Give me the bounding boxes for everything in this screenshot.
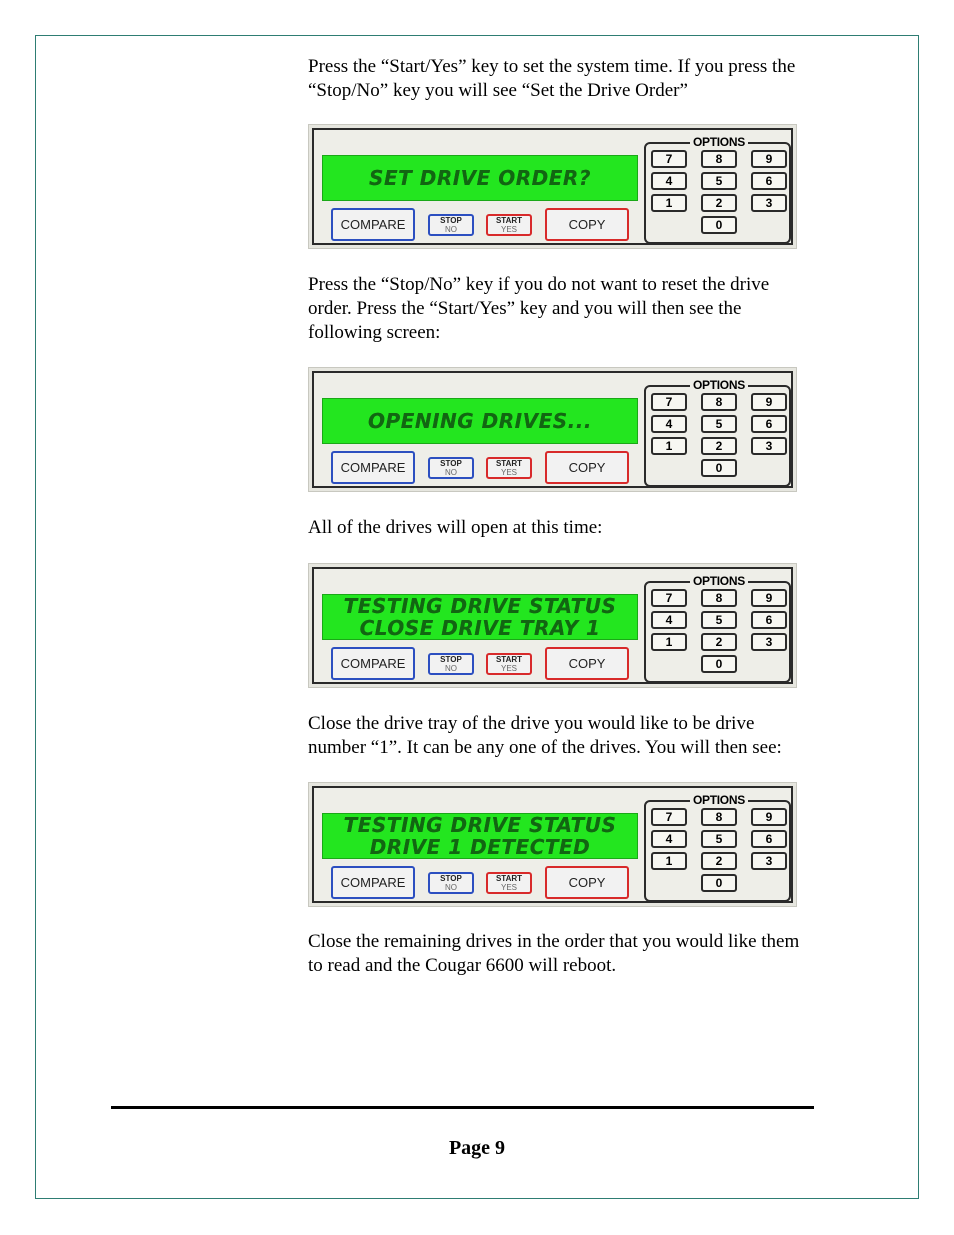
compare-label: COMPARE <box>340 217 406 232</box>
lcd-display <box>322 155 638 201</box>
key-7[interactable]: 7 <box>651 150 687 168</box>
start-label: START <box>495 655 523 664</box>
paragraph-reboot <box>308 930 838 978</box>
key-0[interactable]: 0 <box>701 216 737 234</box>
key-4[interactable]: 4 <box>651 415 687 433</box>
lcd-line: DRIVE 1 DETECTED <box>369 835 591 859</box>
copy-label: COPY <box>568 217 606 232</box>
copy-label: COPY <box>568 875 606 890</box>
text-line: “Stop/No” key you will see “Set the Drive Order” <box>308 80 688 101</box>
yes-label: YES <box>500 225 517 234</box>
start-yes-button[interactable] <box>486 457 532 479</box>
key-3[interactable]: 3 <box>751 852 787 870</box>
lcd-line: SET DRIVE ORDER? <box>369 166 591 190</box>
key-2[interactable]: 2 <box>701 633 737 651</box>
no-label: NO <box>445 883 457 892</box>
stop-no-button[interactable] <box>428 457 474 479</box>
key-1[interactable]: 1 <box>651 633 687 651</box>
key-8[interactable]: 8 <box>701 589 737 607</box>
start-label: START <box>495 459 523 468</box>
lcd-display <box>322 594 638 640</box>
lcd-line: CLOSE DRIVE TRAY 1 <box>359 616 601 640</box>
key-2[interactable]: 2 <box>701 852 737 870</box>
key-0[interactable]: 0 <box>701 655 737 673</box>
page-number: Page 9 <box>448 1137 506 1159</box>
text-line: following screen: <box>308 322 441 343</box>
panel-frame <box>312 371 793 488</box>
compare-label: COMPARE <box>340 460 406 475</box>
copy-label: COPY <box>568 460 606 475</box>
control-panel-opening-drives <box>308 367 797 492</box>
key-7[interactable]: 7 <box>651 393 687 411</box>
key-9[interactable]: 9 <box>751 150 787 168</box>
start-yes-button[interactable] <box>486 653 532 675</box>
control-panel-set-drive-order <box>308 124 797 249</box>
text-line: Press the “Stop/No” key if you do not want to reset the drive <box>308 274 770 295</box>
text-line: Close the drive tray of the drive you would like to be drive <box>308 713 755 734</box>
copy-label: COPY <box>568 656 606 671</box>
text-line: All of the drives will open at this time: <box>308 517 603 538</box>
start-label: START <box>495 216 523 225</box>
key-2[interactable]: 2 <box>701 437 737 455</box>
copy-button[interactable] <box>545 866 629 899</box>
key-5[interactable]: 5 <box>701 415 737 433</box>
lcd-display <box>322 398 638 444</box>
key-2[interactable]: 2 <box>701 194 737 212</box>
key-5[interactable]: 5 <box>701 172 737 190</box>
key-9[interactable]: 9 <box>751 808 787 826</box>
stop-no-button[interactable] <box>428 653 474 675</box>
options-keypad <box>644 135 791 244</box>
yes-label: YES <box>500 664 517 673</box>
lcd-line: TESTING DRIVE STATUS <box>343 594 617 618</box>
start-label: START <box>495 874 523 883</box>
key-6[interactable]: 6 <box>751 415 787 433</box>
key-8[interactable]: 8 <box>701 150 737 168</box>
key-4[interactable]: 4 <box>651 830 687 848</box>
stop-no-button[interactable] <box>428 872 474 894</box>
key-7[interactable]: 7 <box>651 808 687 826</box>
lcd-display <box>322 813 638 859</box>
key-6[interactable]: 6 <box>751 172 787 190</box>
panel-frame <box>312 567 793 684</box>
key-0[interactable]: 0 <box>701 459 737 477</box>
key-3[interactable]: 3 <box>751 633 787 651</box>
key-8[interactable]: 8 <box>701 393 737 411</box>
key-3[interactable]: 3 <box>751 437 787 455</box>
control-panel-close-tray <box>308 563 797 688</box>
yes-label: YES <box>500 883 517 892</box>
key-5[interactable]: 5 <box>701 830 737 848</box>
key-1[interactable]: 1 <box>651 437 687 455</box>
no-label: NO <box>445 225 457 234</box>
compare-button[interactable] <box>331 866 415 899</box>
options-keypad <box>644 793 791 902</box>
key-1[interactable]: 1 <box>651 852 687 870</box>
text-line: Press the “Start/Yes” key to set the system time. If you press the <box>308 56 796 77</box>
start-yes-button[interactable] <box>486 872 532 894</box>
paragraph-drives-open <box>308 516 838 540</box>
key-4[interactable]: 4 <box>651 611 687 629</box>
stop-label: STOP <box>440 874 462 883</box>
compare-label: COMPARE <box>340 656 406 671</box>
text-line: Close the remaining drives in the order that you would like them <box>308 931 800 952</box>
footer-rule <box>111 1106 814 1109</box>
no-label: NO <box>445 468 457 477</box>
paragraph-close-tray <box>308 712 838 760</box>
lcd-line: OPENING DRIVES... <box>368 409 592 433</box>
compare-button[interactable] <box>331 208 415 241</box>
text-line: number “1”. It can be any one of the drives. You will then see: <box>308 737 782 758</box>
panel-frame <box>312 786 793 903</box>
stop-label: STOP <box>440 459 462 468</box>
options-keypad <box>644 574 791 683</box>
compare-button[interactable] <box>331 451 415 484</box>
stop-label: STOP <box>440 655 462 664</box>
options-keypad <box>644 378 791 487</box>
options-label: OPTIONS <box>690 378 748 392</box>
key-1[interactable]: 1 <box>651 194 687 212</box>
key-8[interactable]: 8 <box>701 808 737 826</box>
control-panel-drive-detected <box>308 782 797 907</box>
panel-frame <box>312 128 793 245</box>
text-line: to read and the Cougar 6600 will reboot. <box>308 955 617 976</box>
key-3[interactable]: 3 <box>751 194 787 212</box>
key-5[interactable]: 5 <box>701 611 737 629</box>
key-6[interactable]: 6 <box>751 830 787 848</box>
key-6[interactable]: 6 <box>751 611 787 629</box>
options-label: OPTIONS <box>690 574 748 588</box>
text-line: order. Press the “Start/Yes” key and you will then see the <box>308 298 742 319</box>
key-0[interactable]: 0 <box>701 874 737 892</box>
options-label: OPTIONS <box>690 793 748 807</box>
compare-button[interactable] <box>331 647 415 680</box>
paragraph-set-time <box>308 55 838 103</box>
key-4[interactable]: 4 <box>651 172 687 190</box>
start-yes-button[interactable] <box>486 214 532 236</box>
lcd-line: TESTING DRIVE STATUS <box>343 813 617 837</box>
key-9[interactable]: 9 <box>751 589 787 607</box>
paragraph-reset-order <box>308 273 838 345</box>
copy-button[interactable] <box>545 451 629 484</box>
key-9[interactable]: 9 <box>751 393 787 411</box>
options-label: OPTIONS <box>690 135 748 149</box>
compare-label: COMPARE <box>340 875 406 890</box>
no-label: NO <box>445 664 457 673</box>
stop-label: STOP <box>440 216 462 225</box>
copy-button[interactable] <box>545 647 629 680</box>
stop-no-button[interactable] <box>428 214 474 236</box>
copy-button[interactable] <box>545 208 629 241</box>
key-7[interactable]: 7 <box>651 589 687 607</box>
yes-label: YES <box>500 468 517 477</box>
